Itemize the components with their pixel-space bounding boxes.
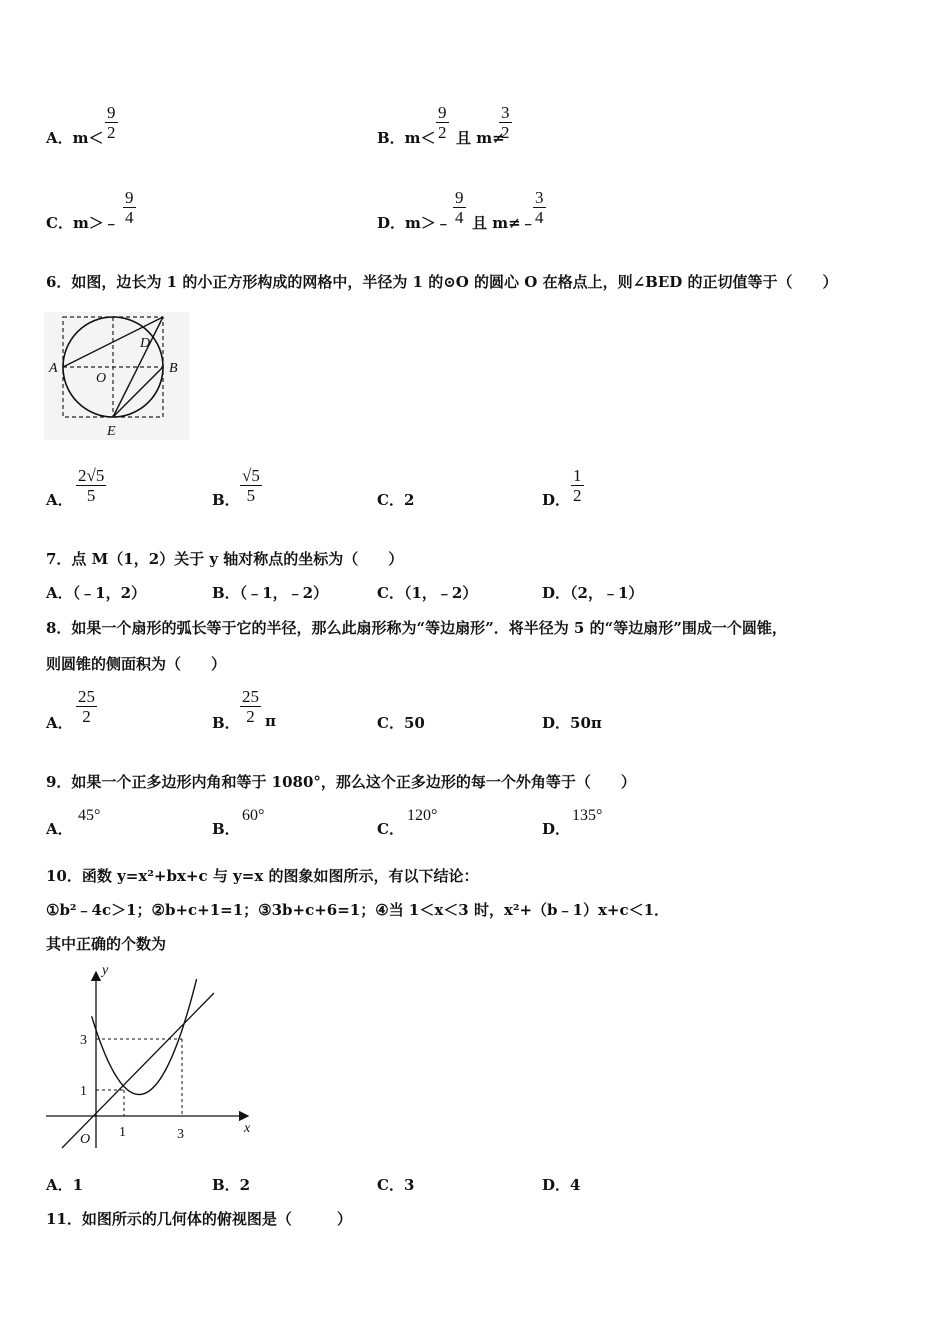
q10-option-d: D．4	[542, 1176, 581, 1194]
q6-option-a-label: A．	[46, 491, 73, 509]
q10-label-x: x	[244, 1121, 251, 1136]
q9-option-d-value: 135°	[572, 807, 603, 824]
q8-option-b-pi: π	[265, 712, 276, 730]
q5-option-b-label: B．m＜	[377, 129, 436, 147]
q6-label-o: O	[96, 371, 107, 386]
q8-stem-line-1: 8．如果一个扇形的弧长等于它的半径，那么此扇形称为“等边扇形”．将半径为 5 的“等边扇形”围成一个圆锥，	[46, 619, 787, 637]
q6-option-d-label: D．	[542, 491, 571, 509]
q10-option-a: A．1	[46, 1176, 84, 1194]
q5-option-d-fraction-1: 9 4	[455, 188, 464, 227]
q10-parabola	[92, 979, 197, 1095]
q10-conclusions: ①b²﹣4c＞1；②b+c+1=1；③3b+c+6=1；④当 1＜x＜3 时，x²+（b﹣1）x+c＜1．	[46, 901, 670, 919]
q6-option-d-fraction: 1 2	[573, 466, 582, 505]
q5-option-b-fraction-2: 3 2	[501, 103, 510, 142]
q6-option-a-fraction: 2√5 5	[78, 466, 105, 505]
q10-question: 其中正确的个数为	[46, 935, 167, 953]
q9-option-c-value: 120°	[407, 807, 438, 824]
q10-tick-x1: 1	[119, 1125, 126, 1140]
q7-option-c: C．（1，﹣2）	[377, 584, 478, 602]
q5-option-d-fraction-2: 3 4	[535, 188, 544, 227]
q6-circle-grid-figure	[44, 312, 189, 440]
q9-option-c-label: C．	[377, 820, 404, 838]
q5-option-b-condition: 且 m≠	[456, 129, 505, 147]
q6-option-b-label: B．	[212, 491, 240, 509]
q7-option-a: A．（﹣1，2）	[46, 584, 147, 602]
q5-option-a-label: A．m＜	[46, 129, 104, 147]
q6-label-a: A	[49, 361, 58, 376]
q6-option-c: C．2	[377, 491, 415, 509]
q7-option-d: D．（2，﹣1）	[542, 584, 644, 602]
q9-option-d-label: D．	[542, 820, 571, 838]
q9-option-b-label: B．	[212, 820, 240, 838]
q8-option-c: C．50	[377, 714, 425, 732]
q5-option-d-label: D．m＞﹣	[377, 214, 451, 232]
q10-tick-y3: 3	[80, 1033, 87, 1048]
q10-option-c: C．3	[377, 1176, 415, 1194]
q7-stem: 7．点 M（1，2）关于 y 轴对称点的坐标为（ ）	[46, 550, 404, 568]
q7-option-b: B．（﹣1，﹣2）	[212, 584, 329, 602]
q9-option-a-label: A．	[46, 820, 73, 838]
q5-option-a-fraction: 9 2	[107, 103, 116, 142]
q6-label-e: E	[107, 424, 116, 439]
q9-option-a-value: 45°	[78, 807, 101, 824]
q10-stem: 10．函数 y=x²+bx+c 与 y=x 的图象如图所示，有以下结论：	[46, 867, 479, 885]
q10-line-y-equals-x	[62, 993, 214, 1148]
q11-stem: 11．如图所示的几何体的俯视图是（ ）	[46, 1210, 352, 1228]
q6-figure-background	[44, 312, 189, 440]
q10-label-origin: O	[80, 1132, 91, 1147]
q8-stem-line-2: 则圆锥的侧面积为（ ）	[46, 655, 227, 673]
q5-option-b-fraction-1: 9 2	[438, 103, 447, 142]
q6-option-b-fraction: √5 5	[242, 466, 260, 505]
q6-stem: 6．如图，边长为 1 的小正方形构成的网格中，半径为 1 的⊙O 的圆心 O 在格点上，则∠BED 的正切值等于（ ）	[46, 273, 838, 291]
q10-function-graph	[42, 960, 257, 1152]
q10-tick-y1: 1	[80, 1084, 87, 1099]
q6-label-d: D	[140, 336, 151, 351]
q8-option-a-fraction: 25 2	[78, 687, 95, 726]
q10-option-b: B．2	[212, 1176, 251, 1194]
q5-option-d-condition: 且 m≠﹣	[472, 214, 536, 232]
q5-option-c-label: C．m＞﹣	[46, 214, 119, 232]
q8-option-a-label: A．	[46, 714, 73, 732]
q9-option-b-value: 60°	[242, 807, 265, 824]
q10-label-y: y	[102, 963, 109, 978]
q9-stem: 9．如果一个正多边形内角和等于 1080°，那么这个正多边形的每一个外角等于（ ）	[46, 773, 636, 791]
q6-label-b: B	[169, 361, 178, 376]
q8-option-b-label: B．	[212, 714, 240, 732]
q8-option-b-fraction: 25 2	[242, 687, 259, 726]
q10-tick-x3: 3	[177, 1127, 184, 1142]
q5-option-c-fraction: 9 4	[125, 188, 134, 227]
q8-option-d: D．50π	[542, 714, 602, 732]
